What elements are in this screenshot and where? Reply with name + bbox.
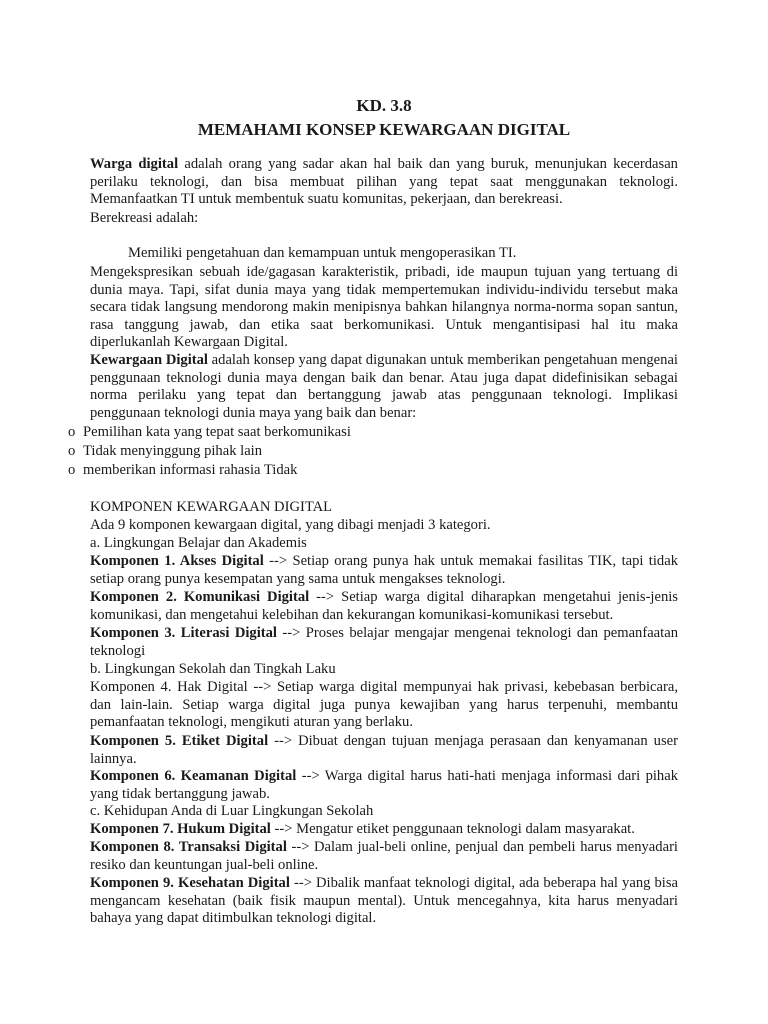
- list-item: [68, 424, 688, 443]
- paragraph-kewargaan-digital: [90, 352, 678, 422]
- definition-text: adalah orang yang sadar akan hal baik dan yang buruk, menunjukan kecerdasan perilaku teknologi, dan bisa membuat pilihan yang tepat saat menggunakan teknologi. Memanfaatkan TI untuk membentuk suatu komunitas, pekerjaan, dan berekreasi.: [90, 156, 678, 208]
- komponen-8-title: Komponen 8. Transaksi Digital: [90, 839, 287, 855]
- komponen-9: [90, 875, 678, 928]
- term-warga-digital: Warga digital: [90, 156, 179, 172]
- komponen-1-text: --> Setiap orang punya hak untuk memakai fasilitas TIK, tapi tidak setiap orang punya kesempatan yang sama untuk mengakses teknologi.: [90, 553, 678, 587]
- page-title: MEMAHAMI KONSEP KEWARGAAN DIGITAL: [197, 120, 571, 139]
- list-item-text: Tidak menyinggung pihak lain: [83, 443, 263, 459]
- paragraph-warga-digital: [90, 156, 678, 209]
- komponen-6: [90, 768, 678, 803]
- title-block: [0, 94, 768, 142]
- section-intro: Ada 9 komponen kewargaan digital, yang dibagi menjadi 3 kategori.: [90, 517, 491, 533]
- komponen-4: Komponen 4. Hak Digital --> Setiap warga digital mempunyai hak privasi, kebebasan berbicara, dan lain-lain. Setiap warga digital juga punya kewajiban yang harus terpenuhi, membantu pemanfaatan teknologi, mengikuti aturan yang berlaku.: [90, 679, 678, 731]
- komponen-7-text: --> Mengatur etiket penggunaan teknologi dalam masyarakat.: [270, 821, 635, 837]
- list-item-text: Pemilihan kata yang tepat saat berkomunikasi: [83, 424, 351, 440]
- komponen-2: [90, 589, 678, 624]
- list-item: [68, 443, 688, 462]
- term-kewargaan-digital: Kewargaan Digital: [90, 352, 208, 368]
- komponen-3-title: Komponen 3. Literasi Digital: [90, 625, 277, 641]
- definition-text: adalah konsep yang dapat digunakan untuk memberikan pengetahuan mengenai penggunaan teknologi dunia maya dengan baik dan benar. Atau juga dapat didefinisikan sebagai norma perilaku yang tepat dan bertanggung jawab atas penggunaan teknologi. Implikasi penggunaan teknologi dunia maya yang baik dan benar:: [90, 352, 678, 421]
- komponen-6-text: --> Warga digital harus hati-hati menjaga informasi dari pihak yang tidak bertanggung jawab.: [90, 768, 678, 802]
- komponen-3-text: --> Proses belajar mengajar mengenai teknologi dan pemanfaatan teknologi: [90, 625, 678, 659]
- category-a: a. Lingkungan Belajar dan Akademis: [90, 535, 307, 551]
- list-item-text: memberikan informasi rahasia Tidak: [83, 462, 298, 478]
- komponen-8-text: --> Dalam jual-beli online, penjual dan pembeli harus menyadari resiko dan keuntungan jual-beli online.: [90, 839, 678, 873]
- category-b: b. Lingkungan Sekolah dan Tingkah Laku: [90, 661, 336, 677]
- komponen-7: [90, 821, 678, 839]
- bullet-marker: o: [68, 462, 76, 478]
- komponen-6-title: Komponen 6. Keamanan Digital: [90, 768, 297, 784]
- bullet-list: [68, 424, 688, 481]
- bullet-marker: o: [68, 443, 76, 459]
- komponen-5-title: Komponen 5. Etiket Digital: [90, 733, 269, 749]
- bullet-marker: o: [68, 424, 76, 440]
- section-heading: KOMPONEN KEWARGAAN DIGITAL: [90, 499, 333, 515]
- paragraph-berekreasi-label: Berekreasi adalah:: [90, 210, 199, 226]
- komponen-2-title: Komponen 2. Komunikasi Digital: [90, 589, 310, 605]
- category-c: c. Kehidupan Anda di Luar Lingkungan Sekolah: [90, 803, 374, 819]
- komponen-8: [90, 839, 678, 874]
- komponen-9-title: Komponen 9. Kesehatan Digital: [90, 875, 290, 891]
- komponen-2-text: --> Setiap warga digital diharapkan mengetahui jenis-jenis komunikasi, dan mengetahui kelebihan dan kekurangan komunikasi-komunikasi tersebut.: [90, 589, 678, 623]
- title-code: KD. 3.8: [356, 96, 412, 115]
- komponen-1: [90, 553, 678, 588]
- list-item: [68, 462, 688, 481]
- komponen-7-title: Komponen 7. Hukum Digital: [90, 821, 271, 837]
- komponen-5-text: --> Dibuat dengan tujuan menjaga perasaan dan kenyamanan user lainnya.: [90, 733, 678, 767]
- komponen-5: [90, 733, 678, 768]
- komponen-3: [90, 625, 678, 660]
- komponen-1-title: Komponen 1. Akses Digital: [90, 553, 264, 569]
- paragraph-mengekspresikan: Mengekspresikan sebuah ide/gagasan karakteristik, pribadi, ide maupun tujuan yang tertuang di dunia maya. Tapi, sifat dunia maya yang tidak mempertemukan individu-individu tersebut maka secara tidak langsung mendorong makin menipisnya bahkan hilangnya norma-norma sopan santun, rasa tanggung jawab, dan etika saat berkomunikasi. Untuk mengantisipasi hal itu maka diperlukanlah Kewargaan Digital.: [90, 264, 678, 351]
- komponen-9-text: --> Dibalik manfaat teknologi digital, ada beberapa hal yang bisa mengancam kesehatan (baik fisik maupun mental). Untuk mencegahnya, kita harus menyadari bahaya yang dapat ditimbulkan teknologi digital.: [90, 875, 678, 927]
- paragraph-memiliki: Memiliki pengetahuan dan kemampuan untuk mengoperasikan TI.: [128, 245, 517, 261]
